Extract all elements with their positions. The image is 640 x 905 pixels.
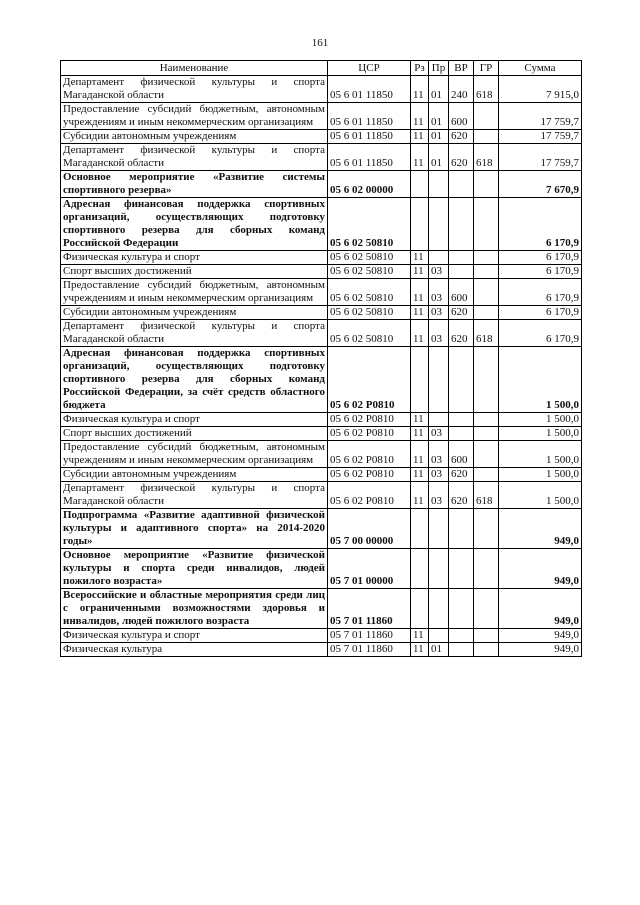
- table-row: [61, 441, 582, 468]
- header-name: Наименование: [61, 61, 328, 76]
- table-row: [61, 251, 582, 265]
- table-row: [61, 265, 582, 279]
- cell-sum: 1 500,0: [499, 347, 582, 413]
- cell-csr: 05 7 01 11860: [328, 589, 411, 629]
- cell-sum: 1 500,0: [499, 482, 582, 509]
- cell-csr: 05 6 02 50810: [328, 265, 411, 279]
- cell-gr: 618: [474, 482, 499, 509]
- cell-rz: 11: [411, 320, 429, 347]
- cell-rz: 11: [411, 103, 429, 130]
- cell-csr: 05 6 02 Р0810: [328, 468, 411, 482]
- cell-vr: [449, 629, 474, 643]
- cell-pr: 01: [429, 103, 449, 130]
- cell-csr: 05 7 00 00000: [328, 509, 411, 549]
- cell-pr: 03: [429, 468, 449, 482]
- cell-vr: [449, 413, 474, 427]
- cell-pr: 01: [429, 130, 449, 144]
- table-row: [61, 482, 582, 509]
- cell-name: Субсидии автономным учреждениям: [61, 468, 328, 482]
- cell-rz: [411, 171, 429, 198]
- cell-csr: 05 7 01 11860: [328, 643, 411, 657]
- cell-vr: [449, 171, 474, 198]
- cell-name: Подпрограмма «Развитие адаптивной физической культуры и адаптивного спорта» на 2014-2020 годы»: [61, 509, 328, 549]
- cell-sum: 6 170,9: [499, 306, 582, 320]
- cell-vr: 620: [449, 468, 474, 482]
- table-row: [61, 629, 582, 643]
- cell-vr: [449, 251, 474, 265]
- cell-sum: 6 170,9: [499, 198, 582, 251]
- cell-name: Спорт высших достижений: [61, 427, 328, 441]
- cell-vr: [449, 347, 474, 413]
- cell-pr: 03: [429, 441, 449, 468]
- header-vr: ВР: [449, 61, 474, 76]
- cell-sum: 7 915,0: [499, 76, 582, 103]
- cell-name: Всероссийские и областные мероприятия среди лиц с ограниченными возможностями здоровья и инвалидов, людей пожилого возраста: [61, 589, 328, 629]
- cell-rz: [411, 589, 429, 629]
- cell-vr: [449, 509, 474, 549]
- cell-pr: [429, 629, 449, 643]
- cell-pr: [429, 251, 449, 265]
- cell-rz: [411, 347, 429, 413]
- table-row: [61, 144, 582, 171]
- header-csr: ЦСР: [328, 61, 411, 76]
- cell-name: Основное мероприятие «Развитие системы спортивного резерва»: [61, 171, 328, 198]
- cell-rz: [411, 549, 429, 589]
- cell-vr: 600: [449, 279, 474, 306]
- cell-gr: [474, 427, 499, 441]
- cell-gr: [474, 549, 499, 589]
- cell-name: Основное мероприятие «Развитие физической культуры и спорта среди инвалидов, людей пожилого возраста»: [61, 549, 328, 589]
- cell-rz: 11: [411, 130, 429, 144]
- cell-gr: 618: [474, 320, 499, 347]
- cell-gr: [474, 441, 499, 468]
- cell-gr: [474, 279, 499, 306]
- cell-pr: 03: [429, 427, 449, 441]
- cell-sum: 17 759,7: [499, 144, 582, 171]
- cell-gr: [474, 171, 499, 198]
- table-row: [61, 549, 582, 589]
- cell-sum: 6 170,9: [499, 279, 582, 306]
- table-row: [61, 171, 582, 198]
- cell-vr: [449, 589, 474, 629]
- cell-csr: 05 6 02 Р0810: [328, 482, 411, 509]
- cell-gr: [474, 103, 499, 130]
- cell-pr: 01: [429, 144, 449, 171]
- cell-gr: [474, 251, 499, 265]
- cell-rz: 11: [411, 468, 429, 482]
- cell-pr: 03: [429, 482, 449, 509]
- cell-gr: 618: [474, 76, 499, 103]
- table-row: [61, 279, 582, 306]
- table-body: [61, 76, 582, 657]
- cell-gr: [474, 265, 499, 279]
- cell-pr: [429, 198, 449, 251]
- cell-name: Департамент физической культуры и спорта Магаданской области: [61, 144, 328, 171]
- cell-vr: [449, 265, 474, 279]
- cell-gr: [474, 509, 499, 549]
- cell-pr: 03: [429, 265, 449, 279]
- cell-csr: 05 6 02 50810: [328, 251, 411, 265]
- cell-pr: 01: [429, 76, 449, 103]
- cell-name: Физическая культура: [61, 643, 328, 657]
- cell-name: Субсидии автономным учреждениям: [61, 306, 328, 320]
- cell-sum: 949,0: [499, 509, 582, 549]
- cell-gr: [474, 589, 499, 629]
- cell-csr: 05 6 02 00000: [328, 171, 411, 198]
- cell-name: Субсидии автономным учреждениям: [61, 130, 328, 144]
- cell-gr: [474, 306, 499, 320]
- cell-vr: 600: [449, 441, 474, 468]
- cell-pr: [429, 549, 449, 589]
- cell-pr: 03: [429, 306, 449, 320]
- cell-name: Департамент физической культуры и спорта Магаданской области: [61, 320, 328, 347]
- cell-csr: 05 6 01 11850: [328, 130, 411, 144]
- cell-sum: 6 170,9: [499, 251, 582, 265]
- cell-vr: 620: [449, 306, 474, 320]
- cell-vr: 620: [449, 482, 474, 509]
- cell-csr: 05 6 02 Р0810: [328, 441, 411, 468]
- cell-vr: [449, 198, 474, 251]
- cell-gr: [474, 643, 499, 657]
- cell-csr: 05 6 02 Р0810: [328, 427, 411, 441]
- cell-name: Департамент физической культуры и спорта Магаданской области: [61, 482, 328, 509]
- cell-name: Физическая культура и спорт: [61, 251, 328, 265]
- cell-sum: 6 170,9: [499, 320, 582, 347]
- cell-rz: [411, 509, 429, 549]
- header-rz: Рз: [411, 61, 429, 76]
- table-row: [61, 347, 582, 413]
- cell-csr: 05 6 02 50810: [328, 279, 411, 306]
- cell-gr: [474, 413, 499, 427]
- cell-pr: 01: [429, 643, 449, 657]
- cell-csr: 05 7 01 11860: [328, 629, 411, 643]
- cell-name: Предоставление субсидий бюджетным, автономным учреждениям и иным некоммерческим организациям: [61, 441, 328, 468]
- cell-rz: 11: [411, 482, 429, 509]
- cell-sum: 949,0: [499, 643, 582, 657]
- cell-csr: 05 6 02 50810: [328, 198, 411, 251]
- header-gr: ГР: [474, 61, 499, 76]
- cell-sum: 17 759,7: [499, 130, 582, 144]
- cell-vr: 600: [449, 103, 474, 130]
- cell-csr: 05 6 01 11850: [328, 144, 411, 171]
- page-number: 161: [311, 37, 329, 49]
- cell-csr: 05 6 01 11850: [328, 103, 411, 130]
- cell-rz: 11: [411, 279, 429, 306]
- table-row: [61, 306, 582, 320]
- cell-name: Спорт высших достижений: [61, 265, 328, 279]
- cell-csr: 05 6 02 Р0810: [328, 347, 411, 413]
- cell-csr: 05 6 02 50810: [328, 306, 411, 320]
- cell-gr: [474, 629, 499, 643]
- table-row: [61, 643, 582, 657]
- cell-sum: 1 500,0: [499, 427, 582, 441]
- cell-name: Адресная финансовая поддержка спортивных организаций, осуществляющих подготовку спортивного резерва для сборных команд Российской Федерации: [61, 198, 328, 251]
- table-row: [61, 76, 582, 103]
- cell-pr: [429, 347, 449, 413]
- cell-sum: 6 170,9: [499, 265, 582, 279]
- cell-rz: 11: [411, 306, 429, 320]
- cell-rz: 11: [411, 413, 429, 427]
- cell-rz: [411, 198, 429, 251]
- cell-rz: 11: [411, 441, 429, 468]
- cell-csr: 05 6 01 11850: [328, 76, 411, 103]
- cell-pr: [429, 589, 449, 629]
- cell-gr: [474, 468, 499, 482]
- cell-rz: 11: [411, 144, 429, 171]
- cell-sum: 1 500,0: [499, 413, 582, 427]
- header-sum: Сумма: [499, 61, 582, 76]
- cell-gr: 618: [474, 144, 499, 171]
- cell-gr: [474, 130, 499, 144]
- cell-rz: 11: [411, 643, 429, 657]
- cell-vr: 620: [449, 144, 474, 171]
- cell-gr: [474, 198, 499, 251]
- cell-vr: 620: [449, 320, 474, 347]
- table-row: [61, 413, 582, 427]
- cell-rz: 11: [411, 629, 429, 643]
- table-row: [61, 427, 582, 441]
- cell-rz: 11: [411, 427, 429, 441]
- cell-vr: 620: [449, 130, 474, 144]
- cell-name: Физическая культура и спорт: [61, 629, 328, 643]
- cell-sum: 17 759,7: [499, 103, 582, 130]
- cell-csr: 05 6 02 Р0810: [328, 413, 411, 427]
- cell-vr: [449, 549, 474, 589]
- cell-csr: 05 6 02 50810: [328, 320, 411, 347]
- table-row: [61, 320, 582, 347]
- cell-pr: [429, 509, 449, 549]
- cell-csr: 05 7 01 00000: [328, 549, 411, 589]
- cell-sum: 949,0: [499, 629, 582, 643]
- cell-name: Предоставление субсидий бюджетным, автономным учреждениям и иным некоммерческим организациям: [61, 279, 328, 306]
- table-row: [61, 509, 582, 549]
- cell-pr: 03: [429, 279, 449, 306]
- cell-vr: [449, 643, 474, 657]
- budget-table: [60, 60, 582, 657]
- cell-sum: 1 500,0: [499, 441, 582, 468]
- cell-vr: 240: [449, 76, 474, 103]
- table-row: [61, 103, 582, 130]
- cell-rz: 11: [411, 251, 429, 265]
- cell-rz: 11: [411, 76, 429, 103]
- cell-sum: 949,0: [499, 589, 582, 629]
- cell-pr: [429, 413, 449, 427]
- cell-name: Адресная финансовая поддержка спортивных организаций, осуществляющих подготовку спортивного резерва для сборных команд Российской Федерации, за счёт средств областного бюджета: [61, 347, 328, 413]
- header-pr: Пр: [429, 61, 449, 76]
- cell-pr: 03: [429, 320, 449, 347]
- cell-name: Физическая культура и спорт: [61, 413, 328, 427]
- table-header-row: [61, 61, 582, 76]
- cell-name: Предоставление субсидий бюджетным, автономным учреждениям и иным некоммерческим организациям: [61, 103, 328, 130]
- cell-sum: 1 500,0: [499, 468, 582, 482]
- table-row: [61, 468, 582, 482]
- cell-rz: 11: [411, 265, 429, 279]
- cell-gr: [474, 347, 499, 413]
- table-row: [61, 130, 582, 144]
- cell-sum: 949,0: [499, 549, 582, 589]
- cell-sum: 7 670,9: [499, 171, 582, 198]
- table-row: [61, 198, 582, 251]
- cell-name: Департамент физической культуры и спорта Магаданской области: [61, 76, 328, 103]
- table-row: [61, 589, 582, 629]
- cell-vr: [449, 427, 474, 441]
- cell-pr: [429, 171, 449, 198]
